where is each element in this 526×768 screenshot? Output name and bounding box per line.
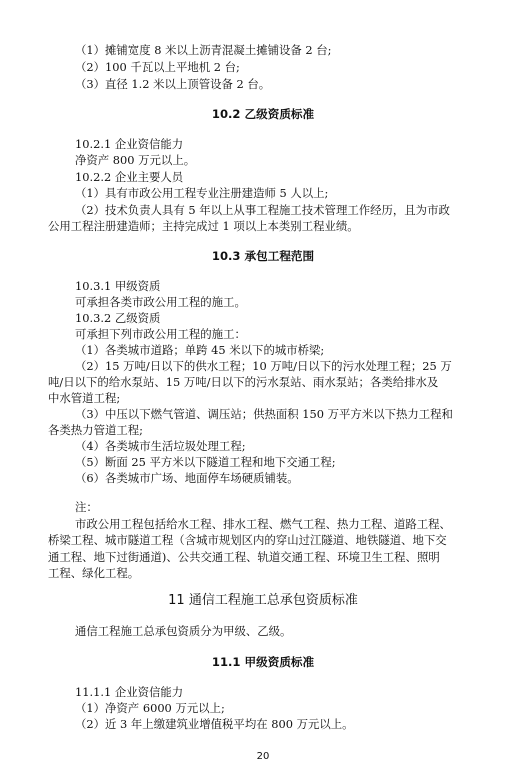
text-line: 10.2.2 企业主要人员 [75, 170, 184, 184]
text-line: 11.1.1 企业资信能力 [75, 685, 184, 699]
text-line: （2）100 千瓦以上平地机 2 台; [75, 60, 240, 74]
text-line: （5）断面 25 平方米以下隧道工程和地下交通工程; [75, 455, 336, 469]
text-line: （2）技术负责人具有 5 年以上从事工程施工技术管理工作经历，且为市政 [75, 203, 450, 217]
text-line: 净资产 800 万元以上。 [75, 153, 196, 167]
text-line: 10.3.1 甲级资质 [75, 279, 161, 293]
text-line: （1）净资产 6000 万元以上; [75, 701, 225, 715]
text-line: 中水管道工程; [48, 391, 121, 405]
text-line: 桥梁工程、城市隧道工程（含城市规划区内的穿山过江隧道、地铁隧道、地下交 [48, 533, 447, 547]
text-line: 各类热力管道工程; [48, 423, 143, 437]
section-heading-11-1: 11.1 甲级资质标准 [211, 655, 315, 669]
text-line: （3）中压以下燃气管道、调压站；供热面积 150 万平方米以下热力工程和 [75, 407, 453, 421]
text-line: 吨/日以下的给水泵站、15 万吨/日以下的污水泵站、雨水泵站；各类给排水及 [48, 375, 439, 389]
text-line: 市政公用工程包括给水工程、排水工程、燃气工程、热力工程、道路工程、 [75, 517, 451, 531]
section-heading-10-3: 10.3 承包工程范围 [211, 249, 315, 263]
chapter-heading-11: 11 通信工程施工总承包资质标准 [168, 593, 358, 608]
note-label: 注： [75, 500, 98, 514]
text-line: 通信工程施工总承包资质分为甲级、乙级。 [75, 624, 292, 638]
text-line: （2）近 3 年上缴建筑业增值税平均在 800 万元以上。 [75, 717, 354, 731]
text-line: （2）15 万吨/日以下的供水工程；10 万吨/日以下的污水处理工程；25 万 [75, 359, 452, 373]
text-line: 可承担下列市政公用工程的施工： [75, 327, 246, 341]
text-line: （3）直径 1.2 米以上顶管设备 2 台。 [75, 77, 271, 91]
section-heading-10-2: 10.2 乙级资质标准 [211, 107, 315, 121]
text-line: （1）摊铺宽度 8 米以上沥青混凝土摊铺设备 2 台; [75, 43, 332, 57]
text-line: （4）各类城市生活垃圾处理工程; [75, 439, 246, 453]
text-line: 可承担各类市政公用工程的施工。 [75, 295, 246, 309]
text-line: 通工程、地下过街通道)、公共交通工程、轨道交通工程、环境卫生工程、照明 [48, 550, 440, 564]
text-line: （1）具有市政公用工程专业注册建造师 5 人以上; [75, 186, 329, 200]
text-line: 公用工程注册建造师；主持完成过 1 项以上本类别工程业绩。 [48, 219, 359, 233]
text-line: 工程、绿化工程。 [48, 566, 140, 580]
text-line: 10.2.1 企业资信能力 [75, 137, 184, 151]
text-line: 10.3.2 乙级资质 [75, 311, 161, 325]
text-line: （1）各类城市道路；单跨 45 米以下的城市桥梁; [75, 343, 325, 357]
text-line: （6）各类城市广场、地面停车场硬质铺装。 [75, 471, 299, 485]
page-number: 20 [256, 751, 270, 762]
